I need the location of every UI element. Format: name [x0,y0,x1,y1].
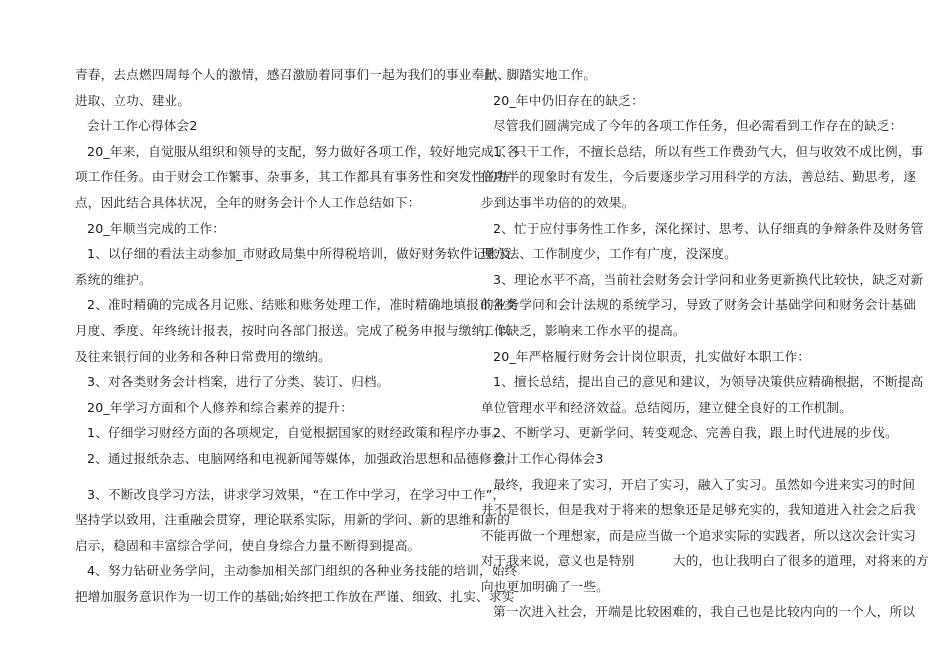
text-line: 步到达事半功倍的的效果。 [481,194,635,210]
text-line: 的业务学问和会计法规的系统学习，导致了财务会计基础学问和财务会计基础 [481,297,916,313]
text-line: 第一次进入社会，开端是比较困难的，我自己也是比较内向的一个人，所以 [493,604,916,620]
text-line: 20_年严格履行财务会计岗位职责，扎实做好本职工作： [493,348,811,364]
left-column [75,62,520,609]
text-line: 上，脚踏实地工作。 [481,67,597,82]
text-line: 4、努力钻研业务学问，主动参加相关部门组织的各种业务技能的培训，始终 [87,563,518,579]
text-line: 点，因此结合具体状况，全年的财务会计个人工作总结如下： [75,194,421,210]
text-line: 20_年顺当完成的工作： [87,220,226,236]
text-line: 1、仔细学习财经方面的各项规定，自觉根据国家的财经政策和程序办事。 [87,425,505,441]
text-line: 20_年中仍旧存在的缺乏： [493,92,644,108]
text-line: 2、忙于应付事务性工作多，深化探讨、思考、认仔细真的争辩条件及财务管 [493,220,924,236]
text-line: 20_年来，自觉服从组织和领导的支配，努力做好各项工作，较好地完成了各 [87,143,520,159]
text-line: 2、不断学习、更新学问、转变观念、完善自我，跟上时代进展的步伐。 [493,425,898,441]
text-line: 并不是很长，但是我对于将来的想象还是足够充实的，我知道进入社会之后我 [481,502,916,518]
text-line: 倍功半的现象时有发生，今后要逐步学习用科学的方法，善总结、勤思考，逐 [481,169,916,185]
text-line: 1、擅长总结，提出自己的意见和建议，为领导决策供应精确根据，不断提高 [493,374,924,390]
text-line: 坚持学以致用，注重融会贯穿，理论联系实际，用新的学问、新的思维和新的 [75,512,510,528]
text-line: 对于我来说，意义也是特别 大的，也让我明白了很多的道理，对将来的方 [481,553,929,569]
text-line: 理方法、工作制度少，工作有广度，没深度。 [481,246,737,262]
text-line: 把增加服务意识作为一切工作的基础;始终把工作放在严谨、细致、扎实、求实 [75,588,515,604]
text-line: 进取、立功、建业。 [75,92,191,108]
text-line: 会计工作心得体会3 [493,450,604,466]
paragraph-gap [75,472,473,482]
text-line: 青春，去点燃四周每个人的激情，感召激励着同事们一起为我们的事业奉献、 [75,67,510,82]
text-line: 不能再做一个理想家，而是应当做一个追求实际的实践者，所以这次会计实习 [481,527,916,543]
text-line: 3、不断改良学习方法，讲求学习效果，“在工作中学习，在学习中工作”， [87,486,506,502]
text-line: 会计工作心得体会2 [87,118,198,134]
text-line: 单位管理水平和经济效益。总结阅历，建立健全良好的工作机制。 [481,399,853,415]
text-line: 最终，我迎来了实习，开启了实习，融入了实习。虽然如今进来实习的时间 [493,476,916,492]
text-line: 向也更加明确了一些。 [481,578,609,594]
text-line: 工作缺乏，影响来工作水平的提高。 [481,322,686,338]
text-line: 3、对各类财务会计档案，进行了分类、装订、归档。 [87,374,390,390]
right-column [481,62,929,625]
text-line: 尽管我们圆满完成了今年的各项工作任务，但必需看到工作存在的缺乏： [493,118,903,134]
text-line: 20_年学习方面和个人修养和综合素养的提升： [87,399,354,415]
text-line: 3、理论水平不高，当前社会财务会计学问和业务更新换代比较快，缺乏对新 [493,271,924,287]
text-line: 项工作任务。由于财会工作繁事、杂事多，其工作都具有事务性和突发性的特 [75,169,510,185]
text-line: 月度、季度、年终统计报表，按时向各部门报送。完成了税务申报与缴纳，以 [75,322,510,338]
text-line: 及往来银行间的业务和各种日常费用的缴纳。 [75,348,331,364]
text-line: 系统的维护。 [75,271,152,287]
text-line: 2、准时精确的完成各月记账、结账和账务处理工作，准时精确地填报市各类 [87,297,518,313]
text-line: 1、以仔细的看法主动参加_市财政局集中所得税培训，做好财务软件记账及 [87,246,512,262]
text-line: 2、通过报纸杂志、电脑网络和电视新闻等媒体，加强政治思想和品德修养。 [87,450,518,466]
text-line: 启示，稳固和丰富综合学问，使自身综合力量不断得到提高。 [75,537,421,553]
text-line: 1、只干工作，不擅长总结，所以有些工作费劲气大，但与收效不成比例，事 [493,143,924,159]
